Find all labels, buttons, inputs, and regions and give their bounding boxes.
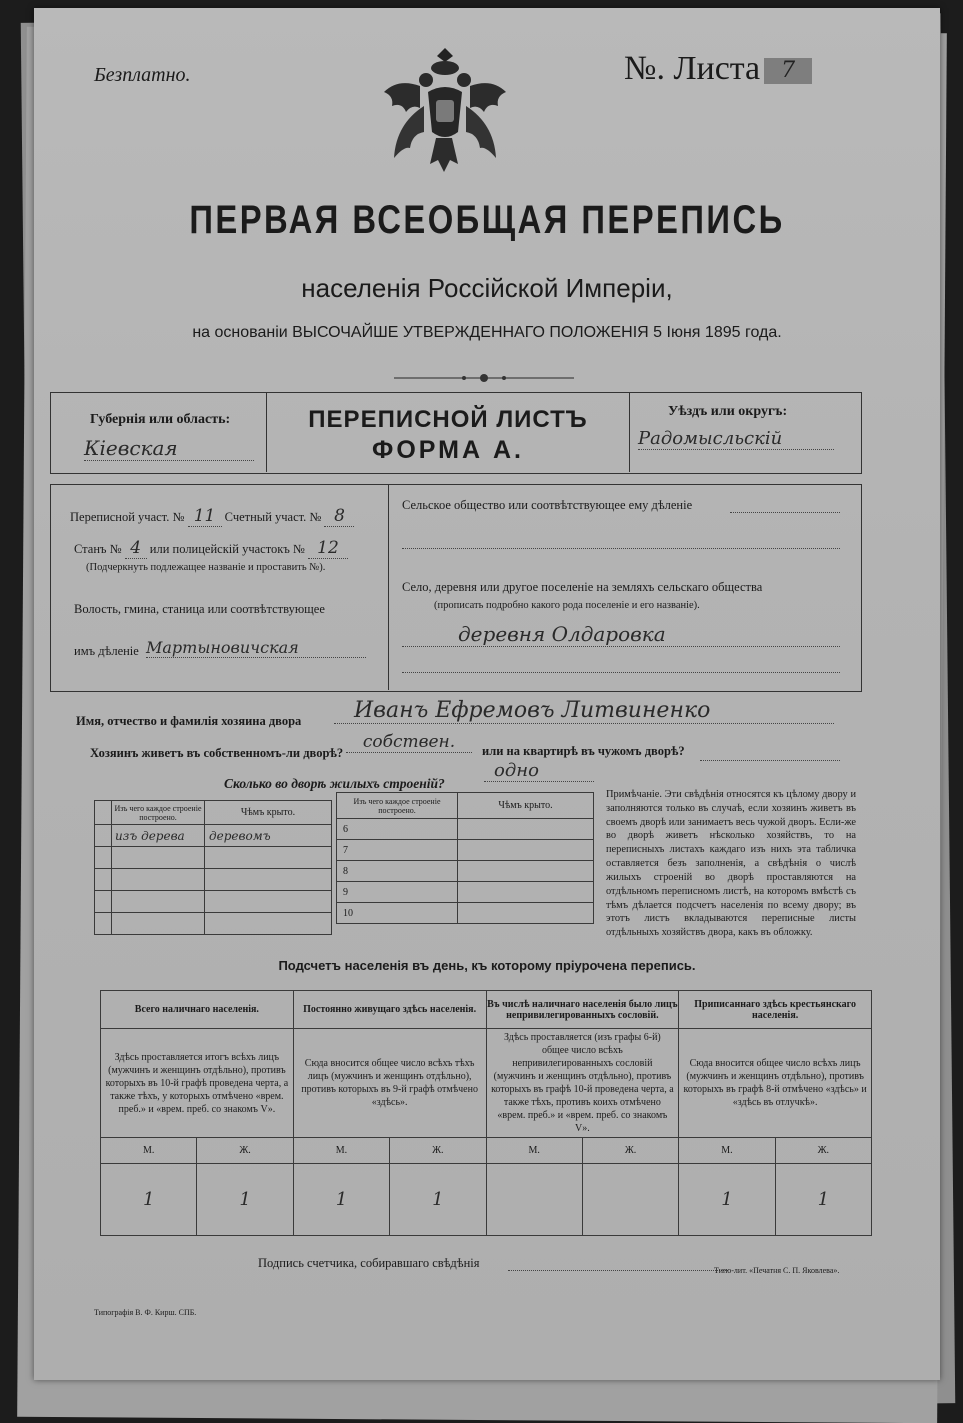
building-material — [112, 891, 205, 913]
police-section-label: или полицейскій участокъ № — [149, 542, 305, 556]
buildings-table-2 — [336, 792, 594, 924]
printer-imprint-left: Типографія В. Ф. Кирш. СПБ. — [94, 1308, 197, 1317]
owner-residence-alt-label: или на квартирѣ въ чужомъ дворѣ? — [482, 744, 685, 758]
tally-column-header: Въ числѣ наличнаго населенія было лицъ непривилегированныхъ сословій. — [486, 991, 679, 1029]
owner-name-label: Имя, отчество и фамилія хозяина двора — [76, 714, 302, 728]
building-roof — [458, 840, 594, 861]
col-roof-header-2: Чѣмъ крыто. — [458, 793, 594, 819]
male-count: 1 — [101, 1164, 197, 1236]
building-material — [112, 869, 205, 891]
signature-label: Подпись счетчика, собиравшаго свѣдѣнія — [258, 1256, 480, 1270]
count-section-value: 8 — [324, 506, 354, 527]
building-roof: деревомъ — [205, 825, 332, 847]
buildings-right-rows — [337, 819, 594, 924]
volost-value: Мартыновичская — [146, 638, 366, 658]
building-roof — [458, 903, 594, 924]
village-line-2 — [402, 672, 840, 673]
female-label: Ж. — [197, 1138, 293, 1164]
female-label: Ж. — [775, 1138, 871, 1164]
village-label: Село, деревня или другое поселеніе на земляхъ сельскаго общества — [402, 580, 763, 594]
female-count — [582, 1164, 678, 1236]
building-number — [95, 891, 112, 913]
building-row — [337, 903, 594, 924]
building-number: 6 — [337, 819, 458, 840]
building-row — [337, 861, 594, 882]
census-sheet — [34, 8, 940, 1380]
volost-label: Волость, гмина, станица или соотвѣтствующее — [74, 602, 325, 616]
building-row — [95, 891, 332, 913]
form-title-box — [266, 392, 630, 472]
building-row — [95, 825, 332, 847]
printer-imprint-right: Типо-лит. «Печатня С. П. Яковлева». — [714, 1266, 840, 1275]
building-roof — [205, 891, 332, 913]
male-label: М. — [486, 1138, 582, 1164]
buildings-count-label: Сколько во дворѣ жилыхъ строеній? — [224, 776, 445, 791]
building-number: 10 — [337, 903, 458, 924]
count-section-label: Счетный участ. № — [224, 510, 322, 524]
census-section-row — [70, 506, 354, 527]
census-section-value: 11 — [188, 506, 222, 527]
building-row — [337, 882, 594, 903]
population-tally-table — [100, 990, 872, 1236]
male-label: М. — [679, 1138, 775, 1164]
village-value: деревня Олдаровка — [402, 622, 840, 647]
female-count: 1 — [775, 1164, 871, 1236]
owner-residence-value: собствен. — [346, 732, 472, 753]
building-material — [112, 847, 205, 869]
building-material: изъ дерева — [112, 825, 205, 847]
sheet-number-value: 7 — [764, 58, 812, 84]
owner-residence-label: Хозяинъ живетъ въ собственномъ-ли дворѣ? — [90, 746, 344, 760]
free-of-charge-label: Безплатно. — [94, 64, 191, 86]
building-number — [95, 847, 112, 869]
form-subtitle: ФОРМА А. — [372, 436, 524, 464]
male-label: М. — [293, 1138, 389, 1164]
col-what-header: Изъ чего каждое строеніе построено. — [112, 801, 205, 825]
tally-title: Подсчетъ населенія въ день, къ которому пріурочена перепись. — [278, 958, 696, 973]
building-roof — [205, 869, 332, 891]
census-section-label: Переписной участ. № — [70, 510, 185, 524]
buildings-note: Примѣчаніе. Эти свѣдѣнія относятся къ цѣлому двору и заполняются только въ случаѣ, если хозяинъ живетъ въ своемъ дворѣ или занимаетъ весь чужой дворъ. Если-же во дворѣ живетъ нѣсколько хозяйствъ, то на переписныхъ листахъ каждаго изъ нихъ эта табличка оставляется безъ заполненія, а свѣдѣнія о числѣ жилыхъ строеній во дворѣ проставляются на отдѣльномъ переписномъ листѣ, на которомъ вмѣстѣ съ тѣмъ дѣлается подсчетъ населенія по всему двору; въ этотъ листъ вкладываются переписные листы отдѣльныхъ хозяйствъ двора, какъ въ обложку. — [606, 789, 856, 939]
building-number — [95, 913, 112, 935]
tally-values-row — [101, 1164, 872, 1236]
tally-column-description: Здѣсь проставляется (изъ графы 6-й) общее число всѣхъ непривилегированныхъ сословій (мужчинъ и женщинъ отдѣльно), противъ которыхъ въ графѣ 10-й проведена черта, а также тѣхъ, противъ коихъ отмѣчено «врем. преб.» и «врем. преб. со знакомъ V». — [486, 1029, 679, 1138]
province-label: Губернія или область: — [90, 412, 231, 427]
female-count: 1 — [197, 1164, 293, 1236]
district-value: Радомысльскій — [638, 428, 834, 450]
buildings-table — [94, 800, 332, 935]
district-label: Уѣздъ или округъ: — [668, 404, 788, 419]
tally-column-header: Приписаннаго здѣсь крестьянскаго населенія. — [679, 991, 872, 1029]
male-count: 1 — [679, 1164, 775, 1236]
buildings-count-value: одно — [484, 760, 594, 782]
male-count — [486, 1164, 582, 1236]
building-row — [95, 913, 332, 935]
tally-head-row — [101, 991, 872, 1029]
buildings-table-left — [94, 800, 332, 935]
owner-name-value: Иванъ Ефремовъ Литвиненко — [334, 698, 834, 724]
building-number: 8 — [337, 861, 458, 882]
sheet-number-label: №. Листа — [624, 50, 761, 87]
location-divider — [388, 484, 389, 690]
tally-column-description: Сюда вносится общее число всѣхъ тѣхъ лицъ (мужчинъ и женщинъ отдѣльно), противъ которыхъ въ 9-й графѣ отмѣчено «здѣсь». — [293, 1029, 486, 1138]
female-count: 1 — [390, 1164, 486, 1236]
building-roof — [458, 861, 594, 882]
building-roof — [205, 847, 332, 869]
rural-society-label: Сельское общество или соотвѣтствующее ему дѣленіе — [402, 498, 693, 512]
double-headed-eagle-emblem — [380, 46, 510, 186]
building-material — [112, 913, 205, 935]
building-number: 9 — [337, 882, 458, 903]
building-number — [95, 869, 112, 891]
owner-residence-alt-line — [700, 760, 840, 761]
tally-column-header: Постоянно живущаго здѣсь населенія. — [293, 991, 486, 1029]
tally-mf-row — [101, 1138, 872, 1164]
buildings-table-right — [336, 792, 594, 924]
population-tally — [100, 990, 872, 1210]
sheet-number — [624, 50, 812, 88]
building-roof — [205, 913, 332, 935]
volost-label-continued: имъ дѣленіе — [74, 644, 139, 658]
building-row — [95, 869, 332, 891]
underline-hint: (Подчеркнуть подлежащее названіе и проставить №). — [86, 562, 326, 573]
village-hint: (прописать подробно какого рода поселеніе и его названіе). — [434, 600, 700, 611]
building-row — [95, 847, 332, 869]
male-count: 1 — [293, 1164, 389, 1236]
buildings-left-rows — [95, 825, 332, 935]
building-number: 7 — [337, 840, 458, 861]
ornament-divider-icon — [394, 372, 574, 384]
census-legal-basis: на основаніи ВЫСОЧАЙШЕ УТВЕРЖДЕННАГО ПОЛОЖЕНІЯ 5 Іюня 1895 года. — [192, 324, 782, 341]
rural-society-line — [730, 512, 840, 513]
rural-society-line-2 — [402, 548, 840, 549]
stan-value: 4 — [125, 538, 147, 559]
stan-row — [74, 538, 348, 559]
tally-column-header: Всего наличнаго населенія. — [101, 991, 294, 1029]
tally-column-description: Сюда вносится общее число всѣхъ лицъ (мужчинъ и женщинъ отдѣльно), противъ которыхъ въ графѣ 8-й отмѣчено «здѣсь» и «здѣсь въ отлучкѣ». — [679, 1029, 872, 1138]
tally-column-description: Здѣсь проставляется итогъ всѣхъ лицъ (мужчинъ и женщинъ отдѣльно), противъ которыхъ въ 10-й графѣ проведена черта, а также тѣхъ, у которыхъ отмѣчено «врем. преб.» и «врем. преб. со знакомъ V». — [101, 1029, 294, 1138]
col-what-header-2: Изъ чего каждое строеніе построено. — [337, 793, 458, 819]
male-label: М. — [101, 1138, 197, 1164]
building-row — [337, 819, 594, 840]
building-number — [95, 825, 112, 847]
tally-body-row — [101, 1029, 872, 1138]
building-roof — [458, 882, 594, 903]
signature-line — [508, 1270, 728, 1271]
female-label: Ж. — [582, 1138, 678, 1164]
row-number-header — [95, 801, 112, 825]
census-title: ПЕРВАЯ ВСЕОБЩАЯ ПЕРЕПИСЬ — [189, 198, 785, 242]
province-value: Кіевская — [84, 436, 254, 461]
stan-label: Станъ № — [74, 542, 122, 556]
census-subtitle: населенія Россійской Имперіи, — [301, 273, 673, 303]
building-roof — [458, 819, 594, 840]
female-label: Ж. — [390, 1138, 486, 1164]
building-row — [337, 840, 594, 861]
police-section-value: 12 — [308, 538, 348, 559]
form-title: ПЕРЕПИСНОЙ ЛИСТЪ — [308, 406, 588, 433]
col-roof-header: Чѣмъ крыто. — [205, 801, 332, 825]
